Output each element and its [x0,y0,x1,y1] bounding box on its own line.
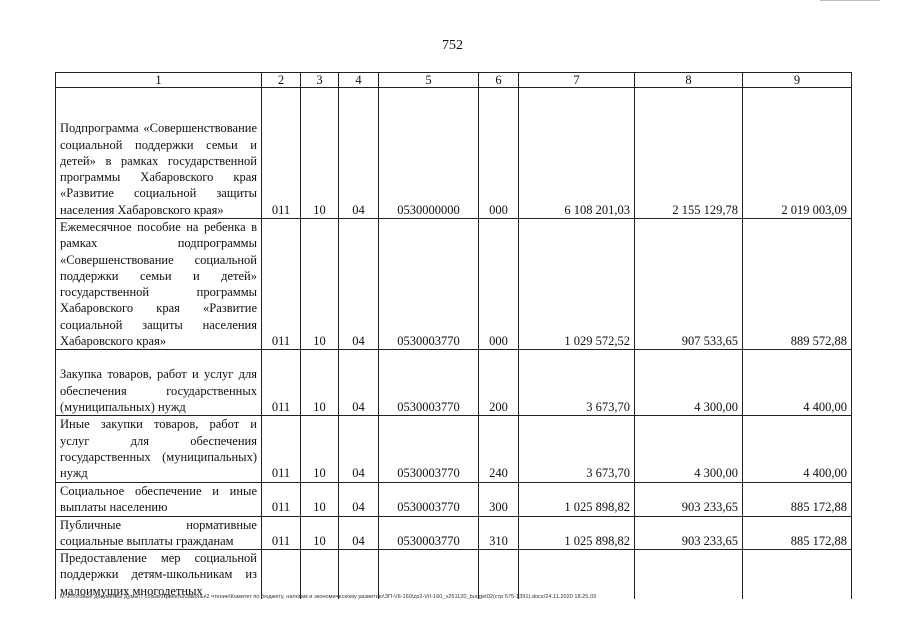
table-row [56,350,852,416]
col-header-9: 9 [743,73,852,88]
row-amount-1 [519,550,635,599]
row-name: Закупка товаров, работ и услуг для обеспечения государственных (муниципальных) нужд [56,350,262,416]
row-amount-1: 1 025 898,82 [519,482,635,516]
row-amount-3 [743,550,852,599]
row-ministry-code: 011 [262,482,301,516]
row-ministry-code: 011 [262,416,301,482]
table-header-row [56,73,852,88]
row-section-code: 10 [301,516,339,550]
row-section-code: 10 [301,416,339,482]
row-amount-3: 885 172,88 [743,482,852,516]
row-target-code [379,550,479,599]
row-amount-1: 3 673,70 [519,350,635,416]
table-row [56,482,852,516]
row-amount-1: 3 673,70 [519,416,635,482]
table-row [56,550,852,599]
row-section-code: 10 [301,88,339,219]
row-amount-3: 885 172,88 [743,516,852,550]
row-name: Социальное обеспечение и иные выплаты населению [56,482,262,516]
row-ministry-code: 011 [262,219,301,350]
row-amount-2: 907 533,65 [635,219,743,350]
col-header-1: 1 [56,73,262,88]
row-name: Предоставление мер социальной поддержки детям-школьникам из малоимущих многодетных [56,550,262,599]
row-target-code: 0530003770 [379,350,479,416]
row-amount-2: 903 233,65 [635,482,743,516]
row-expense-type: 300 [479,482,519,516]
row-amount-2: 903 233,65 [635,516,743,550]
row-ministry-code: 011 [262,516,301,550]
row-section-code: 10 [301,350,339,416]
top-edge-mark [820,0,880,3]
row-target-code: 0530003770 [379,482,479,516]
row-amount-3: 2 019 003,09 [743,88,852,219]
row-amount-1: 1 029 572,52 [519,219,635,350]
document-path-footer: M:\Итоговые документы Думы\7 созыв\Проекты\Законы\2 чтение\Комитет по бюджету, налогам и экономическому развитию\ЗП-VII-160\zp2-VII-160_v251120_budget02(стр 575-1391).docx/24.11.2020 18.25.03 [60,594,597,600]
col-header-6: 6 [479,73,519,88]
row-subsection-code: 04 [339,350,379,416]
row-expense-type: 240 [479,416,519,482]
row-target-code: 0530003770 [379,219,479,350]
row-subsection-code: 04 [339,516,379,550]
col-header-4: 4 [339,73,379,88]
row-expense-type: 000 [479,88,519,219]
row-subsection-code: 04 [339,219,379,350]
row-amount-2: 2 155 129,78 [635,88,743,219]
row-expense-type: 200 [479,350,519,416]
row-amount-3: 4 400,00 [743,416,852,482]
row-section-code [301,550,339,599]
budget-table [55,72,852,599]
row-section-code: 10 [301,482,339,516]
col-header-5: 5 [379,73,479,88]
row-subsection-code: 04 [339,416,379,482]
col-header-8: 8 [635,73,743,88]
row-amount-2: 4 300,00 [635,350,743,416]
col-header-3: 3 [301,73,339,88]
row-amount-1: 1 025 898,82 [519,516,635,550]
row-name: Иные закупки товаров, работ и услуг для обеспечения государственных (муниципальных) нужд [56,416,262,482]
page-number: 752 [442,38,463,53]
row-target-code: 0530000000 [379,88,479,219]
row-subsection-code: 04 [339,88,379,219]
col-header-2: 2 [262,73,301,88]
row-amount-1: 6 108 201,03 [519,88,635,219]
row-expense-type: 000 [479,219,519,350]
row-section-code: 10 [301,219,339,350]
row-name: Подпрограмма «Совершенствование социальной поддержки семьи и детей» в рамках государственной программы Хабаровского края «Развитие социальной защиты населения Хабаровского края» [56,88,262,219]
col-header-7: 7 [519,73,635,88]
row-expense-type [479,550,519,599]
table-row [56,88,852,219]
row-name: Ежемесячное пособие на ребенка в рамках подпрограммы «Совершенствование социальной поддержки семьи и детей» государственной программы Хабаровского края «Развитие социальной защиты населения Хабаровского края» [56,219,262,350]
row-amount-3: 4 400,00 [743,350,852,416]
table-row [56,516,852,550]
table-row [56,416,852,482]
row-ministry-code: 011 [262,88,301,219]
row-amount-2: 4 300,00 [635,416,743,482]
row-amount-2 [635,550,743,599]
row-subsection-code: 04 [339,482,379,516]
table-row [56,219,852,350]
row-target-code: 0530003770 [379,516,479,550]
row-ministry-code: 011 [262,350,301,416]
row-expense-type: 310 [479,516,519,550]
row-target-code: 0530003770 [379,416,479,482]
row-ministry-code [262,550,301,599]
row-amount-3: 889 572,88 [743,219,852,350]
row-subsection-code [339,550,379,599]
row-name: Публичные нормативные социальные выплаты гражданам [56,516,262,550]
